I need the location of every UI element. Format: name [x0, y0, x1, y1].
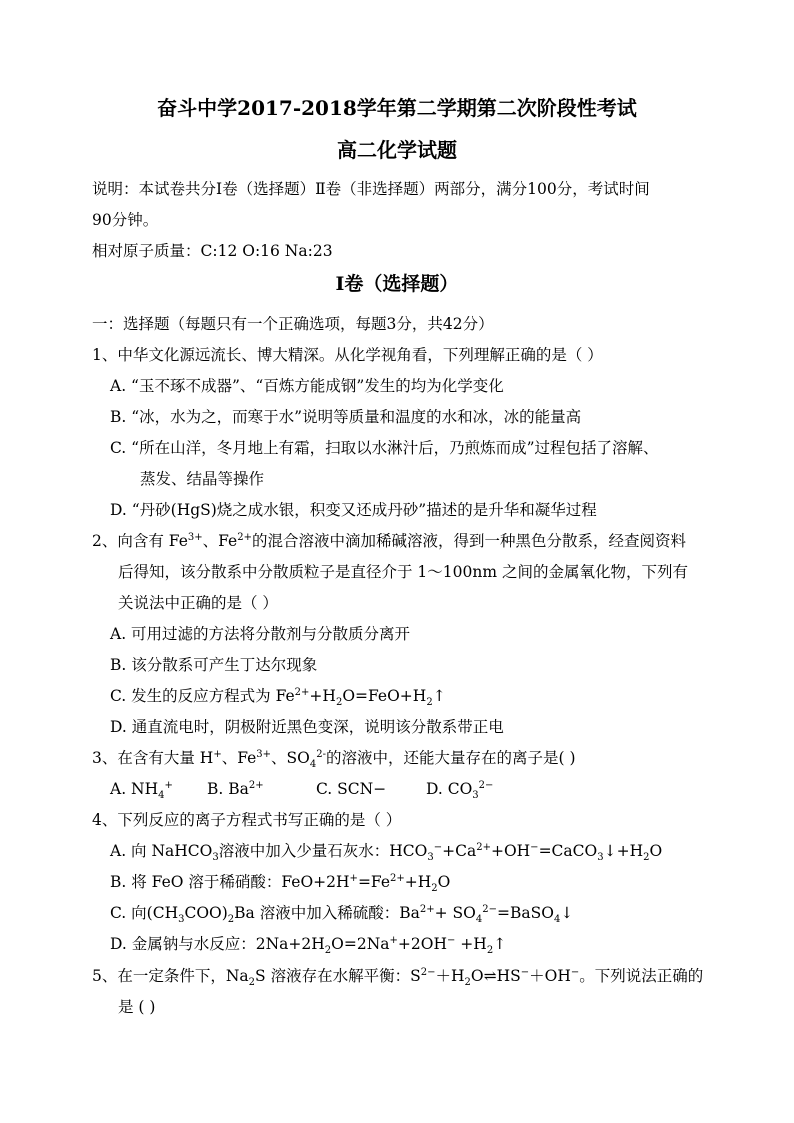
section-heading: Ⅰ卷（选择题） — [335, 273, 459, 295]
exam-title: 奋斗中学2017-2018学年第二学期第二次阶段性考试 — [157, 96, 637, 120]
question-4-option-c: C. 向$(CH_3COO)_2Ba$ 溶液中加入稀硫酸：$Ba^{2+}+$ $SO_4^{2-}=BaSO_4↓$ — [110, 903, 574, 926]
question-2-option-a: A. 可用过滤的方法将分散剂与分散质分离开 — [110, 625, 411, 643]
question-3-option-a: A. $NH_4^+$ — [110, 779, 173, 802]
question-3-stem: 3、在含有大量 H+、$Fe^{3+}$、$SO_4^{2-}$的溶液中，还能大量存在的离子是( ) — [92, 748, 576, 771]
question-2-stem-line-1: 2、向含有 $Fe^{3+}$、$Fe^{2+}$的混合溶液中滴加稀碱溶液，得到一种黑色分散系，经查阅资料 — [92, 531, 686, 550]
question-4-option-a: A. 向 NaHCO$_3$溶液中加入少量石灰水：$HCO_3^-+Ca^{2+}+OH^-=CaCO_3↓+H_2O$ — [110, 841, 663, 864]
question-2-option-b: B. 该分散系可产生丁达尔现象 — [110, 656, 318, 674]
question-2-option-d: D. 通直流电时，阴极附近黑色变深，说明该分散系带正电 — [110, 718, 504, 736]
question-4-option-d: D. 金属钠与水反应：$2Na+2H_2O=2Na^++2OH^-$ $+H_2↑$ — [110, 934, 507, 957]
question-1-option-a: A. “玉不琢不成器”、“百炼方能成钢”发生的均为化学变化 — [110, 377, 504, 395]
question-1-option-c: C. “所在山洋，冬月地上有霜，扫取以水淋汁后，乃煎炼而成”过程包括了溶解、 — [110, 439, 659, 457]
question-2-stem-line-3: 关说法中正确的是（ ） — [118, 594, 278, 612]
question-4-stem: 4、下列反应的离子方程式书写正确的是（ ） — [92, 811, 402, 829]
question-3-option-b: B. $Ba^{2+}$ — [207, 779, 264, 798]
atomic-mass-line: 相对原子质量：C:12 O:16 Na:23 — [92, 242, 333, 260]
question-5-stem-line-2: 是 ( ) — [118, 998, 156, 1016]
question-5-stem-line-1: 5、在一定条件下，$Na_2S$ 溶液存在水解平衡：$S^{2-}+H_2O\rightleftharpoons HS^-+OH^-$。下列说法正确的 — [92, 966, 704, 989]
question-2-stem-line-2: 后得知，该分散系中分散质粒子是直径介于 1～100nm 之间的金属氧化物，下列有 — [118, 563, 688, 581]
section-instruction: 一：选择题（每题只有一个正确选项，每题3分，共42分） — [92, 315, 494, 333]
question-3-option-d: D. $CO_3^{2-}$ — [426, 779, 494, 802]
question-1-option-c-cont: 蒸发、结晶等操作 — [140, 470, 265, 488]
question-4-option-b: B. 将 FeO 溶于稀硝酸：$FeO+2H^+=Fe^{2+}+H_2O$ — [110, 872, 451, 895]
question-1-option-b: B. “冰，水为之，而寒于水”说明等质量和温度的水和冰，冰的能量高 — [110, 408, 582, 426]
instructions-line-1: 说明：本试卷共分Ⅰ卷（选择题）Ⅱ卷（非选择题）两部分，满分100分，考试时间 — [92, 180, 650, 198]
question-1-option-d: D. “丹砂(HgS)烧之成水银，积变又还成丹砂”描述的是升华和凝华过程 — [110, 501, 597, 519]
exam-subtitle: 高二化学试题 — [337, 138, 457, 162]
instructions-line-2: 90分钟。 — [92, 211, 159, 229]
question-1-stem: 1、中华文化源远流长、博大精深。从化学视角看，下列理解正确的是（ ） — [92, 346, 603, 364]
question-2-option-c: C. 发生的反应方程式为 $Fe^{2+}+H_2O=FeO+H_2↑$ — [110, 686, 446, 709]
question-3-option-c: C. SCN− — [316, 780, 387, 798]
